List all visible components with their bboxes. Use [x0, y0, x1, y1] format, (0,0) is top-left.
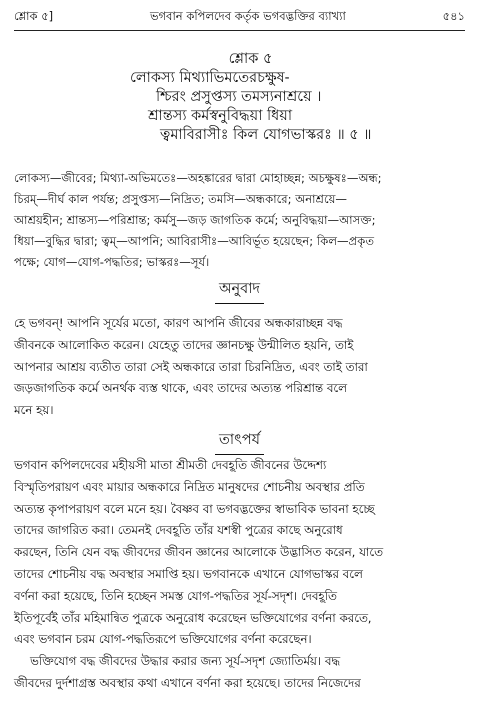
purport-line: অত্যন্ত কৃপাপরায়ণ বলে মনে হয়। বৈষ্ণব বা ভগবদ্ভক্তের স্বাভাবিক ভাবনা হচ্ছে	[14, 501, 375, 516]
translation-text	[14, 313, 465, 422]
verse-block	[0, 50, 479, 145]
synonym-line: আশ্রয়হীন; শ্রান্তস্য—পরিশ্রান্ত; কর্মসু—জড় জাগতিক কর্মে; অনুবিদ্ধয়া—আসক্ত;	[14, 213, 376, 227]
translation-line: জীবনকে আলোকিত করেন। যেহেতু তাদের জ্ঞানচক্ষু উন্মীলিত হয়নি, তাই	[14, 337, 354, 352]
word-meanings	[14, 168, 465, 273]
header-divider	[14, 30, 465, 31]
purport-line: তাদের শোচনীয় বদ্ধ অবস্থার সমাপ্তি হয়। ভগবানকে এখানে যোগভাস্কর বলে	[14, 566, 363, 581]
purport-line: ইতিপূর্বেই তাঁর মহিমান্বিত পুত্রকে অনুরোধ করেছেন ভক্তিযোগের বর্ণনা করতে,	[14, 610, 372, 625]
translation-heading: অনুবাদ	[0, 278, 479, 304]
synonym-line: চিরম্—দীর্ঘ কাল পর্যন্ত; প্রসুপ্তস্য—নিদ্রিত; তমসি—অন্ধকারে; অনাশ্রয়ে—	[14, 192, 348, 206]
translation-line: জড়জাগতিক কর্মে অনর্থক ব্যস্ত থাকে, এবং তাদের অত্যন্ত পরিশ্রান্ত বলে	[14, 381, 347, 396]
purport-line: ভক্তিযোগ বদ্ধ জীবদের উদ্ধার করার জন্য সূর্য-সদৃশ জ্যোতির্ময়। বদ্ধ	[30, 654, 341, 669]
purport-line: জীবদের দুর্দশাগ্রস্ত অবস্থার কথা এখানে বর্ণনা করা হয়েছে। তাদের নিজেদের	[14, 675, 361, 690]
synonym-line: ধিয়া—বুদ্ধির দ্বারা; ত্বম্—আপনি; আবিরাসীঃ—আবির্ভূত হয়েছেন; কিল—প্রকৃত	[14, 234, 375, 248]
verse-line: ত্বমাবিরাসীঃ কিল যোগভাস্করঃ ॥ ৫ ॥	[160, 127, 372, 143]
synonym-line: পক্ষে; যোগ—যোগ-পদ্ধতির; ভাস্করঃ—সূর্য।	[14, 255, 210, 269]
translation-line: আপনার আশ্রয় ব্যতীত তারা সেই অন্ধকারে তারা চিরনিদ্রিত, এবং তাই তারা	[14, 359, 368, 374]
purport-line: তাদের জাগরিত করা। তেমনই দেবহূতি তাঁর যশস্বী পুত্রের কাছে অনুরোধ	[14, 523, 343, 538]
page-number: ৫৪১	[442, 8, 465, 23]
purport-line: বিস্মৃতিপরায়ণ এবং মায়ার অন্ধকারে নিদ্রিত মানুষদের শোচনীয় অবস্থার প্রতি	[14, 479, 365, 494]
purport-text	[14, 455, 465, 695]
verse-line: লোকস্য মিথ্যাভিমতেরচক্ষুষ-	[130, 70, 290, 86]
page-header	[14, 6, 465, 28]
purport-line: এবং ভগবান চরম যোগ-পদ্ধতিরূপে ভক্তিযোগের বর্ণনা করেছেন।	[14, 632, 312, 647]
translation-line: মনে হয়।	[14, 403, 54, 418]
header-verse-ref: শ্লোক ৫]	[14, 8, 54, 23]
header-chapter-title: ভগবান কপিলদেব কর্তৃক ভগবদ্ভক্তির ব্যাখ্যা	[149, 8, 346, 23]
synonym-line: লোকস্য—জীবের; মিথ্যা-অভিমতেঃ—অহঙ্কারের দ্বারা মোহাচ্ছন্ন; অচক্ষুষঃ—অন্ধ;	[14, 171, 382, 185]
purport-line: করছেন, তিনি যেন বদ্ধ জীবদের জীবন জ্ঞানের আলোকে উদ্ভাসিত করেন, যাতে	[14, 545, 383, 560]
translation-line: হে ভগবন্! আপনি সূর্যের মতো, কারণ আপনি জীবের অন্ধকারাচ্ছন্ন বদ্ধ	[14, 316, 343, 330]
verse-line: শ্চিরং প্রসুপ্তস্য তমস্যনাশ্রয়ে ।	[156, 89, 322, 105]
purport-line: ভগবান কপিলদেবের মহীয়সী মাতা শ্রীমতী দেবহূতি জীবনের উদ্দেশ্য	[14, 458, 327, 472]
verse-line: শ্রান্তস্য কর্মস্বনুবিদ্ধয়া ধিয়া	[148, 108, 293, 124]
purport-heading: তাৎপর্য	[0, 429, 479, 455]
purport-line: বর্ণনা করা হয়েছে, তিনি হচ্ছেন সমস্ত যোগ-পদ্ধতির সূর্য-সদৃশ। দেবহূতি	[14, 588, 337, 603]
verse-title: শ্লোক ৫	[228, 51, 273, 67]
